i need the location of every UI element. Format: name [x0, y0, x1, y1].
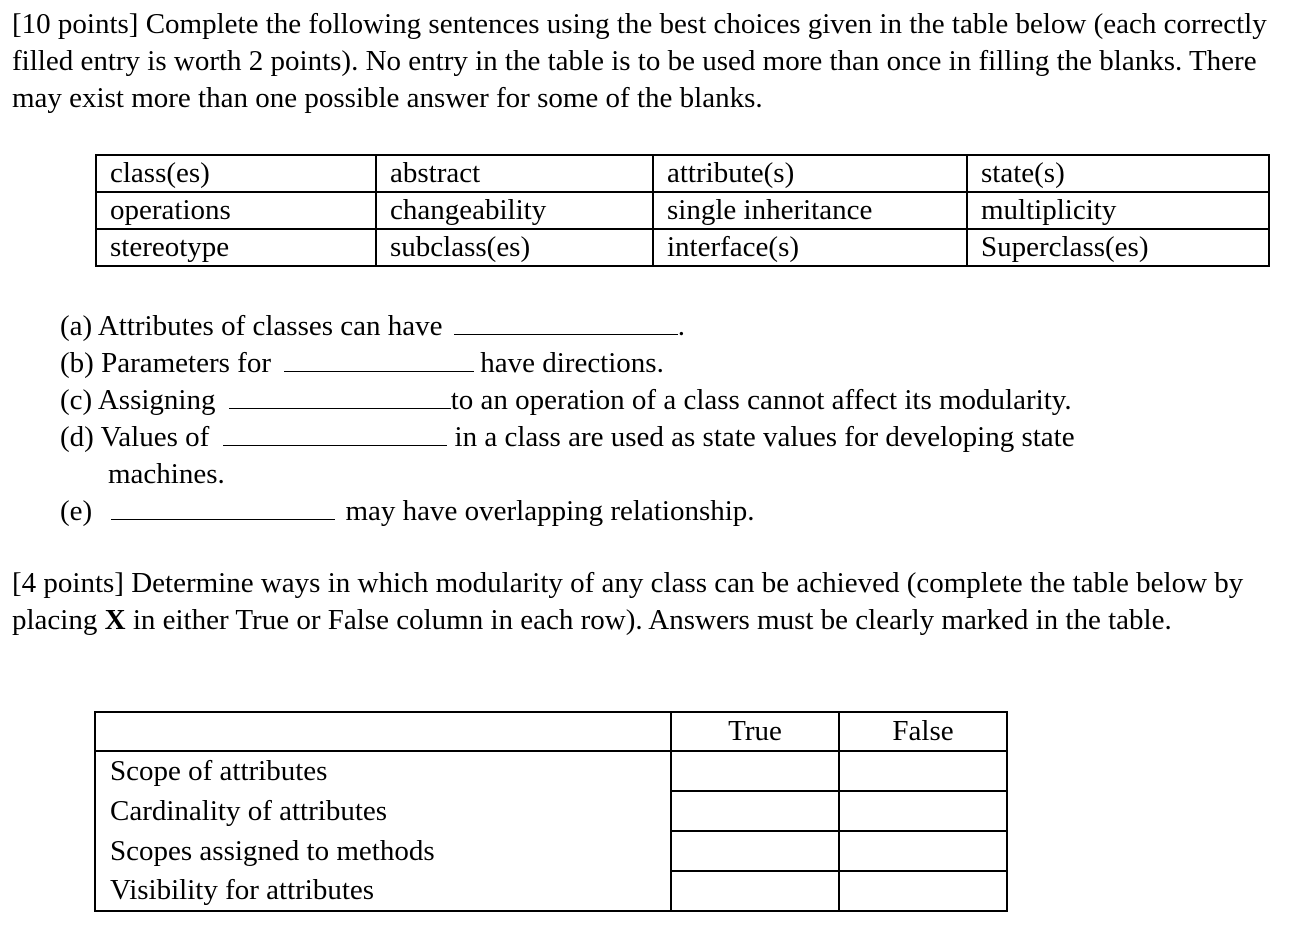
- choices-row: [96, 155, 1269, 192]
- true-answer-cell[interactable]: [671, 791, 839, 831]
- false-answer-cell[interactable]: [839, 871, 1007, 911]
- item-label: (a): [60, 310, 93, 342]
- choice-cell: changeability: [376, 192, 653, 229]
- answer-blank-c[interactable]: [229, 382, 451, 409]
- item-label: (d): [60, 421, 94, 453]
- choices-row: [96, 229, 1269, 266]
- table-row: [95, 831, 1007, 871]
- choice-cell: attribute(s): [653, 155, 967, 192]
- choice-cell: subclass(es): [376, 229, 653, 266]
- choices-row: [96, 192, 1269, 229]
- choice-cell: multiplicity: [967, 192, 1269, 229]
- answer-blank-e[interactable]: [111, 493, 335, 520]
- item-label: (c): [60, 384, 93, 416]
- item-c: [60, 382, 1072, 418]
- true-answer-cell[interactable]: [671, 831, 839, 871]
- question-2-prompt: [12, 565, 1282, 639]
- row-label: Scope of attributes: [95, 751, 671, 791]
- answer-blank-a[interactable]: [454, 308, 678, 335]
- true-answer-cell[interactable]: [671, 871, 839, 911]
- item-text-before: Parameters for: [101, 347, 271, 379]
- choice-cell: abstract: [376, 155, 653, 192]
- item-text-after: in a class are used as state values for developing state: [454, 421, 1075, 453]
- true-column-header: True: [671, 712, 839, 751]
- false-answer-cell[interactable]: [839, 791, 1007, 831]
- item-text-before: Attributes of classes can have: [97, 310, 443, 342]
- choice-cell: single inheritance: [653, 192, 967, 229]
- question-2-prompt-mark: X: [104, 604, 126, 636]
- item-b: [60, 345, 664, 381]
- item-text-after: may have overlapping relationship.: [345, 495, 755, 527]
- choice-cell: Superclass(es): [967, 229, 1269, 266]
- item-text-after: .: [677, 310, 686, 342]
- item-text-before: Values of: [100, 421, 210, 453]
- item-d-continuation: machines.: [108, 458, 225, 490]
- item-label: (e): [60, 495, 93, 527]
- row-label: Visibility for attributes: [95, 871, 671, 911]
- item-label: (b): [60, 347, 94, 379]
- item-text-after: to an operation of a class cannot affect its modularity.: [450, 384, 1072, 416]
- choice-cell: state(s): [967, 155, 1269, 192]
- true-false-header-row: [95, 712, 1007, 751]
- question-2-prompt-before: [4 points] Determine ways in which modularity of any class can be achieved (complete the table below by placing: [12, 567, 1244, 636]
- item-text-before: Assigning: [97, 384, 216, 416]
- item-d: [60, 419, 1075, 455]
- true-false-table: [94, 711, 1008, 912]
- choice-cell: operations: [96, 192, 376, 229]
- false-answer-cell[interactable]: [839, 751, 1007, 791]
- row-label: Scopes assigned to methods: [95, 831, 671, 871]
- true-answer-cell[interactable]: [671, 751, 839, 791]
- choice-cell: stereotype: [96, 229, 376, 266]
- row-label: Cardinality of attributes: [95, 791, 671, 831]
- table-row: [95, 751, 1007, 791]
- header-blank-cell: [95, 712, 671, 751]
- false-answer-cell[interactable]: [839, 831, 1007, 871]
- false-column-header: False: [839, 712, 1007, 751]
- question-2-prompt-after: in either True or False column in each row). Answers must be clearly marked in the table.: [125, 604, 1172, 636]
- answer-blank-b[interactable]: [284, 345, 474, 372]
- choice-cell: class(es): [96, 155, 376, 192]
- item-text-after: have directions.: [480, 347, 664, 379]
- question-1-prompt: [10 points] Complete the following sentences using the best choices given in the table below (each correctly filled entry is worth 2 points). No entry in the table is to be used more than once in filling the blanks. There may exist more than one possible answer for some of the blanks.: [12, 8, 1267, 114]
- choices-table: [95, 154, 1270, 267]
- item-e: [60, 493, 755, 529]
- choice-cell: interface(s): [653, 229, 967, 266]
- answer-blank-d[interactable]: [223, 419, 447, 446]
- item-a: [60, 308, 685, 344]
- table-row: [95, 871, 1007, 911]
- table-row: [95, 791, 1007, 831]
